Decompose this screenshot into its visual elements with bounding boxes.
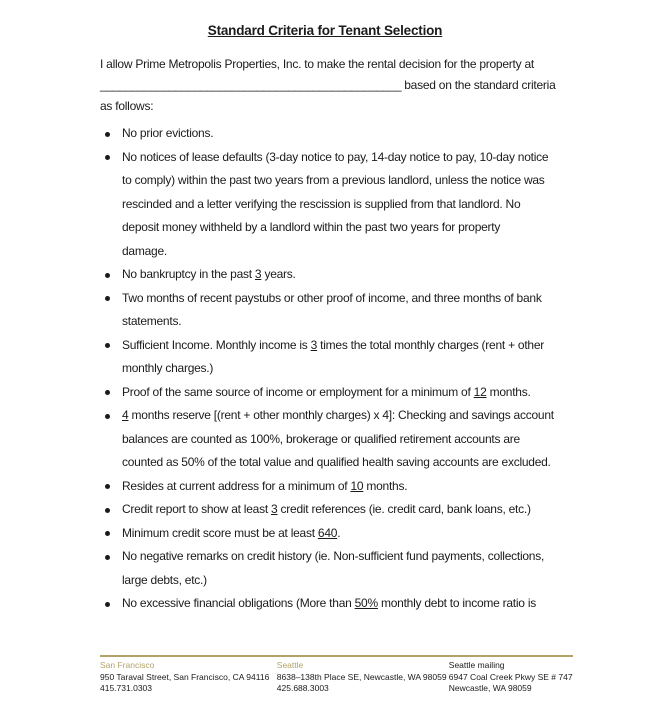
list-item-text: Credit report to show at least 3 credit references (ie. credit card, bank loans, etc.) (122, 502, 531, 516)
footer-office-address: 8638–138th Place SE, Newcastle, WA 98059 (276, 671, 447, 682)
bullet-icon (105, 296, 110, 301)
document-body (100, 54, 570, 616)
bullet-icon (105, 508, 110, 513)
footer-office-address: 6947 Coal Creek Pkwy SE # 747 (448, 671, 573, 682)
list-item (100, 404, 570, 475)
list-item-text: No bankruptcy in the past 3 years. (122, 267, 296, 281)
bullet-icon (105, 555, 110, 560)
bullet-icon (105, 155, 110, 160)
bullet-icon (105, 390, 110, 395)
list-item (100, 146, 570, 264)
bullet-icon (105, 132, 110, 137)
footer-office-title: Seattle mailing (448, 660, 505, 670)
list-item (100, 263, 570, 287)
document-footer (100, 655, 573, 695)
intro-paragraph (100, 54, 570, 117)
list-item (100, 545, 570, 592)
footer-office-phone: 415.731.0303 (100, 683, 152, 693)
list-item-text: No negative remarks on credit history (ie. Non-sufficient fund payments, collections, large debts, etc.) (122, 549, 545, 587)
property-address-blank: ________________________________________________ (100, 78, 402, 92)
list-item (100, 592, 570, 616)
list-item (100, 287, 570, 334)
list-item (100, 522, 570, 546)
criteria-list (100, 122, 570, 616)
page-title: Standard Criteria for Tenant Selection (207, 23, 443, 38)
intro-line-1: I allow Prime Metropolis Properties, Inc. to make the rental decision for the property at (100, 57, 534, 71)
footer-office-seattle-mailing (449, 660, 573, 695)
list-item (100, 498, 570, 522)
bullet-icon (105, 602, 110, 607)
footer-columns (100, 660, 573, 695)
footer-office-phone: 425.688.3003 (276, 683, 329, 693)
list-item (100, 122, 570, 146)
list-item (100, 381, 570, 405)
intro-line-2-text: based on the standard criteria (401, 78, 556, 92)
footer-office-seattle (277, 660, 449, 695)
list-item-text: Proof of the same source of income or employment for a minimum of 12 months. (122, 384, 531, 399)
footer-office-san-francisco (100, 660, 277, 695)
footer-office-address-2: Newcastle, WA 98059 (448, 683, 532, 693)
list-item-text: Resides at current address for a minimum of 10 months. (122, 478, 408, 493)
list-item-text: No prior evictions. (122, 126, 214, 140)
footer-office-address: 950 Taraval Street, San Francisco, CA 94116 (100, 671, 270, 682)
list-item (100, 334, 570, 381)
intro-line-2 (100, 75, 570, 96)
footer-divider-rule (100, 655, 573, 657)
footer-office-title: San Francisco (100, 660, 155, 670)
list-item-text: Sufficient Income. Monthly income is 3 times the total monthly charges (rent + other monthly charges.) (122, 337, 545, 375)
intro-line-3: as follows: (100, 99, 154, 113)
list-item-text: Two months of recent paystubs or other proof of income, and three months of bank statements. (122, 290, 542, 328)
list-item-text: Minimum credit score must be at least 640. (122, 525, 341, 540)
list-item (100, 475, 570, 499)
bullet-icon (105, 531, 110, 536)
footer-office-title: Seattle (276, 660, 304, 670)
bullet-icon (105, 484, 110, 489)
list-item-text: No notices of lease defaults (3-day notice to pay, 14-day notice to pay, 10-day notice to comply) within the past two years from a previous landlord, unless the notice was rescinded and a letter verifying the rescission is supplied from that landlord. No deposit money withheld by a landlord within the past two years for property damage. (122, 149, 549, 258)
bullet-icon (105, 414, 110, 419)
bullet-icon (105, 343, 110, 348)
bullet-icon (105, 273, 110, 278)
list-item-text: No excessive financial obligations (More than 50% monthly debt to income ratio is (122, 596, 536, 610)
list-item-text: 4 months reserve [(rent + other monthly charges) x 4]: Checking and savings account balances are counted as 100%, brokerage or qualified retirement accounts are counted as 50% of the total value and qualified health saving accounts are excluded. (122, 408, 554, 469)
